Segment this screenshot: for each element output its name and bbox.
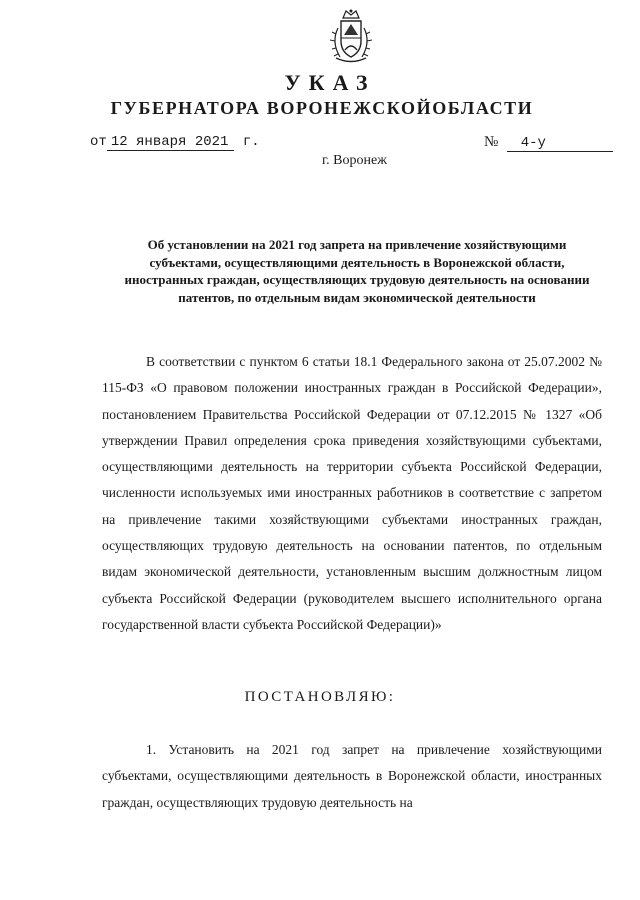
preamble-paragraph: В соответствии с пунктом 6 статьи 18.1 Федерального закона от 25.07.2002 № 115-ФЗ «О правовом положении иностранных граждан в Российской Федерации», постановлением Правительства Российской Федерации от 07.12.2015 № 1327 «Об утверждении Правил определения срока приведения хозяйствующими субъектами, осуществляющими деятельность на территории субъекта Российской Федерации, численности используемых ими иностранных работников в соответствие с запретом на привлечение такими хозяйствующими субъектами иностранных граждан, осуществляющих трудовую деятельность на основании патентов, по отдельным видам экономической деятельности, установленным высшим должностным лицом субъекта Российской Федерации (руководителем высшего исполнительного органа государственной власти субъекта Российской Федерации)»	[102, 354, 602, 632]
number-sign: №	[484, 134, 499, 150]
decree-number	[484, 134, 613, 152]
document-issuer: ГУБЕРНАТОРА ВОРОНЕЖСКОЙОБЛАСТИ	[110, 98, 534, 118]
date-value: 12 января 2021	[107, 135, 235, 151]
document-title: УКАЗ	[284, 70, 376, 95]
number-value: 4-у	[507, 136, 613, 152]
decree-subject: Об установлении на 2021 год запрета на привлечение хозяйствующими субъектами, осуществляющими деятельность в Воронежской области, иностранных граждан, осуществляющих трудовую деятельность на основании патентов, по отдельным видам экономической деятельности	[124, 237, 590, 305]
city: г. Воронеж	[322, 153, 387, 168]
resolve-heading: ПОСТАНОВЛЯЮ:	[244, 689, 396, 705]
coat-of-arms-icon	[326, 8, 376, 66]
date-suffix: г.	[242, 134, 260, 150]
date-prefix: от	[90, 134, 107, 150]
decree-date	[90, 134, 260, 151]
item-1-paragraph: 1. Установить на 2021 год запрет на привлечение хозяйствующими субъектами, осуществляющими деятельность в Воронежской области, иностранных граждан, осуществляющих трудовую деятельность на	[102, 742, 602, 810]
